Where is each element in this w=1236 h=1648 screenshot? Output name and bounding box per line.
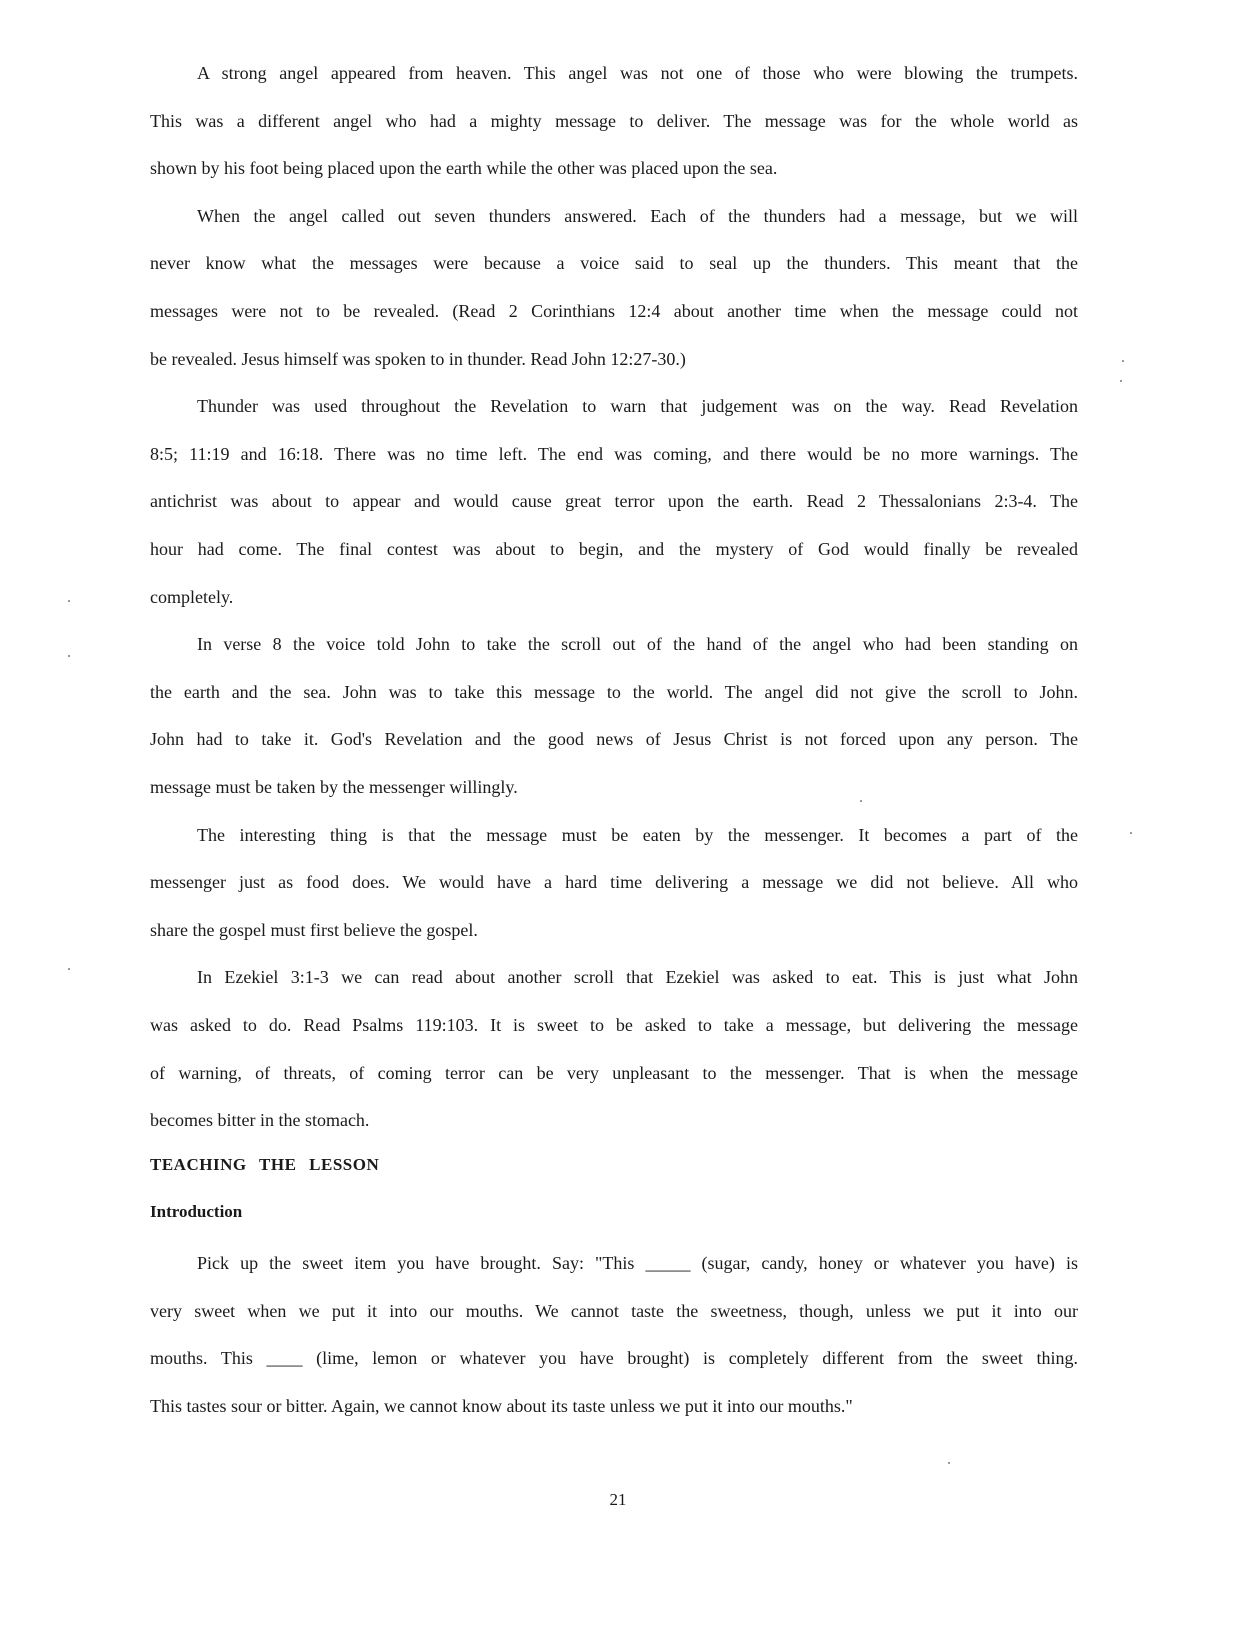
scan-speck bbox=[1130, 832, 1132, 834]
page-number: 21 bbox=[609, 1490, 627, 1509]
scan-speck bbox=[1122, 360, 1124, 362]
text-line: This tastes sour or bitter. Again, we cannot know about its taste unless we put it into our mouths." bbox=[150, 1395, 853, 1416]
text-line: becomes bitter in the stomach. bbox=[150, 1110, 370, 1131]
scan-speck bbox=[860, 800, 862, 802]
text-line: the earth and the sea. John was to take this message to the world. The angel did not give the scroll to John. bbox=[150, 681, 1078, 702]
text-line: be revealed. Jesus himself was spoken to in thunder. Read John 12:27-30.) bbox=[150, 348, 686, 369]
text-line: hour had come. The final contest was about to begin, and the mystery of God would finally be revealed bbox=[150, 539, 1078, 559]
text-line: 8:5; 11:19 and 16:18. There was no time left. The end was coming, and there would be no more warnings. The bbox=[150, 443, 1078, 464]
text-line: of warning, of threats, of coming terror can be very unpleasant to the messenger. That is when the message bbox=[150, 1062, 1078, 1083]
scan-speck bbox=[68, 968, 70, 970]
text-line: shown by his foot being placed upon the earth while the other was placed upon the sea. bbox=[150, 158, 778, 179]
text-line: message must be taken by the messenger willingly. bbox=[150, 777, 518, 797]
section-heading: TEACHING THE LESSON bbox=[150, 1154, 380, 1174]
text-line: antichrist was about to appear and would cause great terror upon the earth. Read 2 Thessalonians 2:3-4. The bbox=[150, 491, 1078, 512]
text-line: In Ezekiel 3:1-3 we can read about another scroll that Ezekiel was asked to eat. This is just what John bbox=[197, 967, 1078, 988]
text-line: When the angel called out seven thunders answered. Each of the thunders had a message, but we will bbox=[197, 205, 1078, 226]
subheading: Introduction bbox=[150, 1202, 243, 1222]
text-line: Pick up the sweet item you have brought. Say: "This _____ (sugar, candy, honey or whatever you have) is bbox=[197, 1253, 1078, 1273]
text-line: was asked to do. Read Psalms 119:103. It is sweet to be asked to take a message, but delivering the message bbox=[150, 1015, 1078, 1035]
text-line: messages were not to be revealed. (Read 2 Corinthians 12:4 about another time when the message could not bbox=[150, 301, 1078, 321]
text-line: In verse 8 the voice told John to take the scroll out of the hand of the angel who had been standing on bbox=[197, 634, 1078, 655]
text-line: A strong angel appeared from heaven. This angel was not one of those who were blowing the trumpets. bbox=[197, 63, 1078, 83]
text-line: This was a different angel who had a mighty message to deliver. The message was for the whole world as bbox=[150, 110, 1078, 131]
text-line: very sweet when we put it into our mouths. We cannot taste the sweetness, though, unless we put it into our bbox=[150, 1300, 1078, 1321]
scan-speck bbox=[68, 600, 70, 602]
text-line: John had to take it. God's Revelation and the good news of Jesus Christ is not forced upon any person. The bbox=[150, 729, 1078, 750]
scan-speck bbox=[948, 1462, 950, 1464]
text-line: Thunder was used throughout the Revelation to warn that judgement was on the way. Read Revelation bbox=[197, 396, 1078, 417]
text-line: messenger just as food does. We would have a hard time delivering a message we did not believe. All who bbox=[150, 872, 1078, 893]
text-line: never know what the messages were because a voice said to seal up the thunders. This meant that the bbox=[150, 253, 1078, 274]
scan-speck bbox=[68, 655, 70, 657]
text-line: The interesting thing is that the message must be eaten by the messenger. It becomes a part of the bbox=[197, 824, 1078, 845]
text-line: share the gospel must first believe the gospel. bbox=[150, 919, 478, 940]
text-line: mouths. This ____ (lime, lemon or whatever you have brought) is completely different from the sweet thing. bbox=[150, 1348, 1078, 1369]
scan-speck bbox=[1120, 380, 1122, 382]
text-line: completely. bbox=[150, 586, 234, 607]
